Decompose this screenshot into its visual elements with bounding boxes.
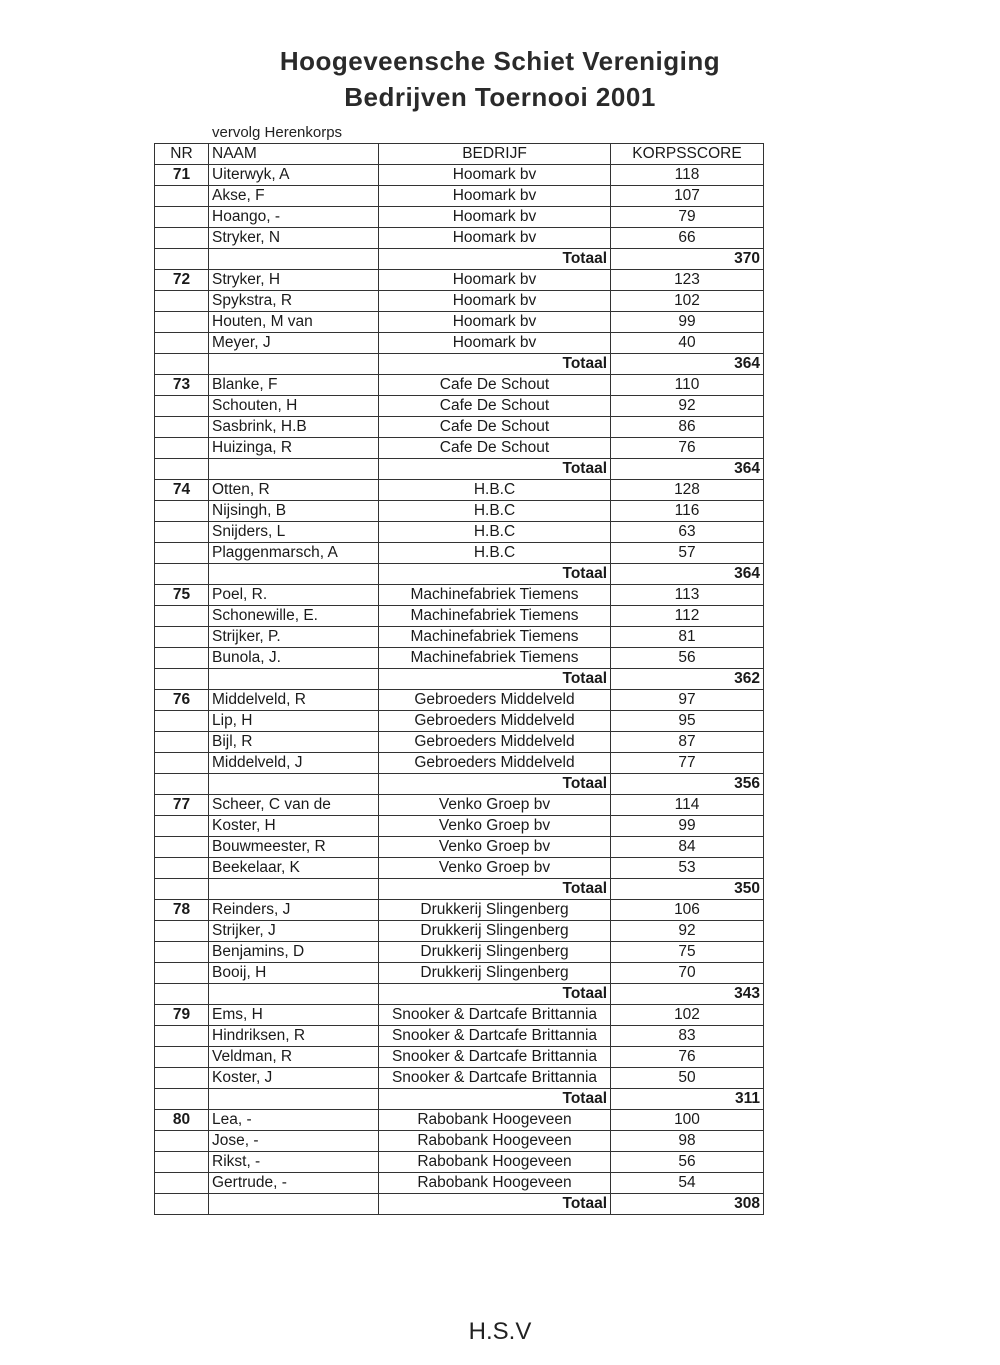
team-number [155,1026,209,1047]
table-row [155,837,764,858]
member-score: 81 [611,627,764,648]
total-row [155,459,764,480]
team-number [155,333,209,354]
member-name: Poel, R. [209,585,379,606]
member-score: 56 [611,648,764,669]
member-score: 54 [611,1173,764,1194]
company-name: Snooker & Dartcafe Brittannia [379,1068,611,1089]
team-number [155,207,209,228]
team-total: 362 [611,669,764,690]
document-subtitle: Bedrijven Toernooi 2001 [344,82,656,112]
member-score: 112 [611,606,764,627]
member-name: Lea, - [209,1110,379,1131]
team-number [155,837,209,858]
member-score: 53 [611,858,764,879]
member-score: 50 [611,1068,764,1089]
team-total: 308 [611,1194,764,1215]
company-name: Gebroeders Middelveld [379,690,611,711]
company-name: Cafe De Schout [379,375,611,396]
empty-cell [209,669,379,690]
member-score: 87 [611,732,764,753]
member-name: Middelveld, R [209,690,379,711]
member-score: 128 [611,480,764,501]
total-row [155,564,764,585]
member-name: Reinders, J [209,900,379,921]
table-header-row [155,144,764,165]
empty-cell [155,354,209,375]
team-number [155,921,209,942]
empty-cell [155,1089,209,1110]
member-name: Stryker, N [209,228,379,249]
company-name: Hoomark bv [379,228,611,249]
company-name: Venko Groep bv [379,858,611,879]
table-row [155,1152,764,1173]
company-name: Snooker & Dartcafe Brittannia [379,1047,611,1068]
table-row [155,543,764,564]
member-score: 114 [611,795,764,816]
team-number [155,291,209,312]
member-score: 86 [611,417,764,438]
empty-cell [209,564,379,585]
team-number [155,228,209,249]
header-korpsscore: KORPSSCORE [611,144,764,165]
member-score: 66 [611,228,764,249]
total-label: Totaal [379,249,611,270]
member-name: Uiterwyk, A [209,165,379,186]
company-name: Rabobank Hoogeveen [379,1110,611,1131]
company-name: Machinefabriek Tiemens [379,585,611,606]
member-name: Middelveld, J [209,753,379,774]
company-name: Hoomark bv [379,207,611,228]
table-row [155,795,764,816]
member-score: 118 [611,165,764,186]
team-number [155,648,209,669]
member-score: 76 [611,1047,764,1068]
member-name: Huizinga, R [209,438,379,459]
team-number [155,606,209,627]
empty-cell [155,774,209,795]
company-name: Hoomark bv [379,333,611,354]
company-name: Machinefabriek Tiemens [379,606,611,627]
table-row [155,186,764,207]
member-name: Spykstra, R [209,291,379,312]
table-row [155,606,764,627]
table-row [155,585,764,606]
member-score: 107 [611,186,764,207]
member-score: 110 [611,375,764,396]
total-label: Totaal [379,1194,611,1215]
member-name: Gertrude, - [209,1173,379,1194]
team-number [155,1068,209,1089]
total-row [155,1194,764,1215]
member-name: Beekelaar, K [209,858,379,879]
table-row [155,438,764,459]
team-total: 343 [611,984,764,1005]
company-name: Rabobank Hoogeveen [379,1173,611,1194]
table-row [155,312,764,333]
table-row [155,165,764,186]
team-number [155,1173,209,1194]
table-row [155,1047,764,1068]
member-name: Hoango, - [209,207,379,228]
member-score: 70 [611,963,764,984]
team-number [155,312,209,333]
company-name: Venko Groep bv [379,816,611,837]
company-name: Cafe De Schout [379,396,611,417]
member-name: Koster, J [209,1068,379,1089]
member-score: 76 [611,438,764,459]
member-score: 98 [611,1131,764,1152]
total-row [155,1089,764,1110]
empty-cell [209,984,379,1005]
team-number [155,1047,209,1068]
member-name: Benjamins, D [209,942,379,963]
table-row [155,207,764,228]
company-name: Gebroeders Middelveld [379,711,611,732]
member-name: Ems, H [209,1005,379,1026]
member-name: Sasbrink, H.B [209,417,379,438]
member-name: Nijsingh, B [209,501,379,522]
company-name: Machinefabriek Tiemens [379,627,611,648]
table-row [155,522,764,543]
company-name: Hoomark bv [379,186,611,207]
empty-cell [155,564,209,585]
empty-cell [209,354,379,375]
team-number: 71 [155,165,209,186]
member-name: Bunola, J. [209,648,379,669]
footer-initials: H.S.V [468,1318,532,1345]
team-number [155,816,209,837]
member-score: 92 [611,921,764,942]
total-label: Totaal [379,459,611,480]
table-row [155,627,764,648]
member-score: 100 [611,1110,764,1131]
table-row [155,417,764,438]
team-number [155,186,209,207]
table-row [155,1110,764,1131]
total-row [155,774,764,795]
empty-cell [209,1089,379,1110]
member-name: Veldman, R [209,1047,379,1068]
team-number [155,396,209,417]
member-name: Stryker, H [209,270,379,291]
empty-cell [155,669,209,690]
member-score: 77 [611,753,764,774]
company-name: Venko Groep bv [379,795,611,816]
empty-cell [155,249,209,270]
table-row [155,270,764,291]
total-label: Totaal [379,984,611,1005]
total-label: Totaal [379,879,611,900]
member-name: Booij, H [209,963,379,984]
total-row [155,249,764,270]
company-name: Drukkerij Slingenberg [379,921,611,942]
member-score: 40 [611,333,764,354]
company-name: Rabobank Hoogeveen [379,1152,611,1173]
company-name: Hoomark bv [379,165,611,186]
total-label: Totaal [379,669,611,690]
team-number [155,522,209,543]
table-row [155,963,764,984]
results-table [154,143,764,1215]
member-score: 57 [611,543,764,564]
empty-cell [209,774,379,795]
member-score: 95 [611,711,764,732]
member-name: Scheer, C van de [209,795,379,816]
member-name: Otten, R [209,480,379,501]
team-total: 356 [611,774,764,795]
empty-cell [155,459,209,480]
team-total: 311 [611,1089,764,1110]
team-total: 370 [611,249,764,270]
company-name: Machinefabriek Tiemens [379,648,611,669]
company-name: Snooker & Dartcafe Brittannia [379,1026,611,1047]
team-number [155,438,209,459]
team-number [155,501,209,522]
table-row [155,375,764,396]
team-number: 75 [155,585,209,606]
member-name: Meyer, J [209,333,379,354]
team-number [155,858,209,879]
team-number [155,753,209,774]
member-score: 106 [611,900,764,921]
table-row [155,1068,764,1089]
member-name: Strijker, P. [209,627,379,648]
team-number [155,963,209,984]
team-number: 79 [155,1005,209,1026]
company-name: Gebroeders Middelveld [379,732,611,753]
table-row [155,228,764,249]
table-row [155,858,764,879]
table-row [155,690,764,711]
company-name: Snooker & Dartcafe Brittannia [379,1005,611,1026]
company-name: H.B.C [379,501,611,522]
company-name: Cafe De Schout [379,438,611,459]
company-name: Rabobank Hoogeveen [379,1131,611,1152]
company-name: H.B.C [379,480,611,501]
member-name: Houten, M van [209,312,379,333]
table-row [155,501,764,522]
empty-cell [155,879,209,900]
member-name: Rikst, - [209,1152,379,1173]
table-row [155,711,764,732]
member-name: Blanke, F [209,375,379,396]
team-number [155,942,209,963]
company-name: H.B.C [379,543,611,564]
total-label: Totaal [379,774,611,795]
table-row [155,1173,764,1194]
company-name: Drukkerij Slingenberg [379,963,611,984]
table-row [155,732,764,753]
header-naam: NAAM [209,144,379,165]
team-number: 72 [155,270,209,291]
member-score: 102 [611,1005,764,1026]
table-row [155,1131,764,1152]
member-score: 75 [611,942,764,963]
document-title: Hoogeveensche Schiet Vereniging [279,46,721,76]
member-name: Schouten, H [209,396,379,417]
team-number: 77 [155,795,209,816]
table-row [155,333,764,354]
empty-cell [209,249,379,270]
table-row [155,396,764,417]
total-label: Totaal [379,564,611,585]
team-number: 74 [155,480,209,501]
member-score: 92 [611,396,764,417]
member-name: Koster, H [209,816,379,837]
table-row [155,900,764,921]
member-name: Schonewille, E. [209,606,379,627]
team-total: 364 [611,564,764,585]
table-row [155,816,764,837]
member-score: 63 [611,522,764,543]
total-row [155,879,764,900]
team-total: 364 [611,354,764,375]
table-row [155,753,764,774]
member-score: 79 [611,207,764,228]
team-number: 76 [155,690,209,711]
member-score: 113 [611,585,764,606]
team-number: 78 [155,900,209,921]
member-score: 83 [611,1026,764,1047]
member-name: Lip, H [209,711,379,732]
member-name: Hindriksen, R [209,1026,379,1047]
team-number [155,732,209,753]
company-name: Hoomark bv [379,270,611,291]
team-number [155,543,209,564]
team-number: 73 [155,375,209,396]
member-name: Jose, - [209,1131,379,1152]
table-row [155,291,764,312]
empty-cell [155,984,209,1005]
company-name: H.B.C [379,522,611,543]
member-score: 123 [611,270,764,291]
empty-cell [209,1194,379,1215]
member-name: Plaggenmarsch, A [209,543,379,564]
table-row [155,942,764,963]
total-row [155,984,764,1005]
team-number [155,627,209,648]
member-score: 99 [611,816,764,837]
empty-cell [155,1194,209,1215]
member-score: 97 [611,690,764,711]
table-row [155,921,764,942]
total-row [155,669,764,690]
member-name: Snijders, L [209,522,379,543]
team-number [155,711,209,732]
team-number [155,1131,209,1152]
empty-cell [209,879,379,900]
empty-cell [209,459,379,480]
table-row [155,480,764,501]
team-number [155,1152,209,1173]
table-row [155,648,764,669]
company-name: Hoomark bv [379,312,611,333]
member-score: 116 [611,501,764,522]
table-row [155,1005,764,1026]
section-label: vervolg Herenkorps [212,124,343,141]
member-name: Strijker, J [209,921,379,942]
team-total: 350 [611,879,764,900]
total-row [155,354,764,375]
member-name: Akse, F [209,186,379,207]
company-name: Gebroeders Middelveld [379,753,611,774]
company-name: Hoomark bv [379,291,611,312]
member-score: 99 [611,312,764,333]
member-score: 102 [611,291,764,312]
total-label: Totaal [379,354,611,375]
member-score: 84 [611,837,764,858]
member-name: Bijl, R [209,732,379,753]
team-number: 80 [155,1110,209,1131]
team-total: 364 [611,459,764,480]
header-nr: NR [155,144,209,165]
total-label: Totaal [379,1089,611,1110]
company-name: Drukkerij Slingenberg [379,900,611,921]
member-score: 56 [611,1152,764,1173]
table-row [155,1026,764,1047]
table-body [155,165,764,1215]
header-bedrijf: BEDRIJF [379,144,611,165]
company-name: Drukkerij Slingenberg [379,942,611,963]
company-name: Cafe De Schout [379,417,611,438]
member-name: Bouwmeester, R [209,837,379,858]
company-name: Venko Groep bv [379,837,611,858]
team-number [155,417,209,438]
